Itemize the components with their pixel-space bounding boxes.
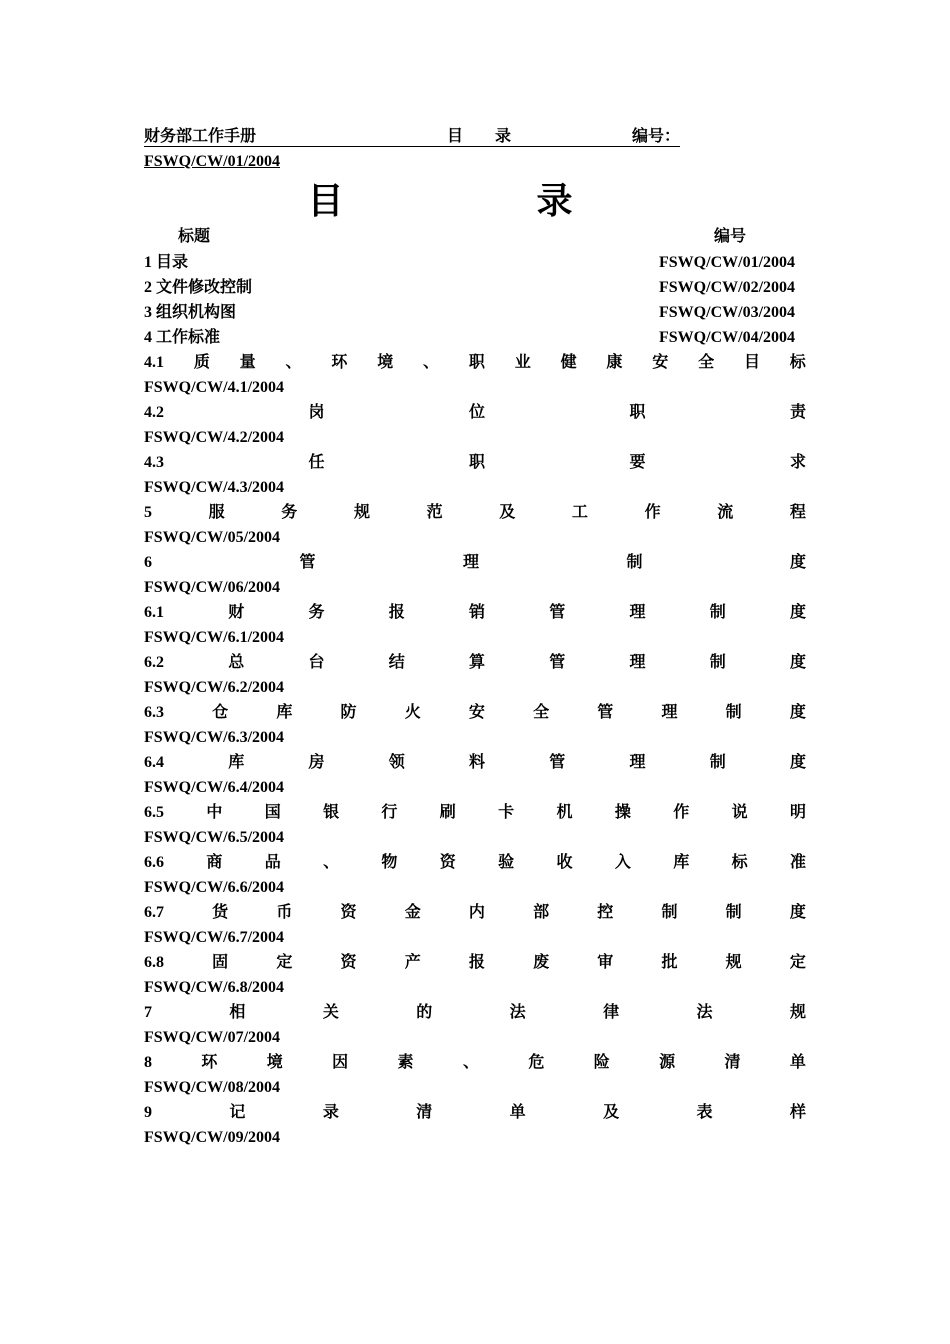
toc-entry-number: 9 (144, 1104, 152, 1121)
toc-entry-number: 6.8 (144, 954, 164, 971)
toc-entry-code: FSWQ/CW/6.6/2004 (144, 879, 285, 896)
toc-entry-title-char: 控 (597, 904, 614, 921)
toc-entry-title-char: 物 (381, 854, 398, 871)
toc-entry-title-char: 量 (239, 354, 256, 371)
toc-entry-code: FSWQ/CW/4.2/2004 (144, 429, 285, 446)
toc-entry-number: 4.3 (144, 454, 164, 471)
toc-entry-title-char: 度 (789, 754, 806, 771)
toc-entry-title-char: 算 (468, 654, 485, 671)
toc-entry-title-char: 清 (724, 1054, 741, 1071)
toc-entry-title-char: 定 (276, 954, 293, 971)
toc-entry (144, 650, 806, 675)
toc-entry-number: 6.5 (144, 804, 164, 821)
toc-entry-title-char: 任 (308, 454, 325, 471)
toc-entry-title-char: 样 (789, 1104, 806, 1121)
toc-entry-title-char: 源 (659, 1054, 676, 1071)
toc-entry-title-char: 标 (789, 354, 806, 371)
toc-entry-title-char: 中 (206, 804, 223, 821)
toc-entry-title-char: 作 (673, 804, 690, 821)
table-of-contents (144, 250, 806, 1150)
toc-entry-title-char: 银 (323, 804, 340, 821)
toc-entry-number: 6.1 (144, 604, 164, 621)
toc-entry-title-char: 相 (229, 1004, 246, 1021)
toc-entry-title-char: 准 (789, 854, 806, 871)
toc-entry-number: 4.2 (144, 404, 164, 421)
toc-entry-title-char: 记 (229, 1104, 246, 1121)
toc-entry-number: 6.3 (144, 704, 164, 721)
toc-entry-title-char: 结 (388, 654, 405, 671)
toc-entry-number: 6.2 (144, 654, 164, 671)
toc-entry-title-char: 职 (468, 354, 485, 371)
toc-entry-title-char: 位 (468, 404, 485, 421)
toc-entry-title-char: 境 (377, 354, 394, 371)
toc-entry-title-char: 健 (560, 354, 577, 371)
toc-entry-title-char: 清 (416, 1104, 433, 1121)
toc-entry-title-char: 规 (789, 1004, 806, 1021)
toc-entry-title-char: 管 (597, 704, 614, 721)
toc-entry-title-char: 度 (789, 554, 806, 571)
toc-entry-title-char: 因 (332, 1054, 349, 1071)
toc-entry-code: FSWQ/CW/01/2004 (659, 254, 796, 271)
toc-entry-title-char: 火 (404, 704, 421, 721)
toc-entry-title: 组织机构图 (156, 304, 237, 321)
toc-entry-title-char: 作 (644, 504, 661, 521)
toc-entry-title-char: 安 (468, 704, 485, 721)
toc-entry-title-char: 行 (381, 804, 398, 821)
toc-entry-title-char: 度 (789, 654, 806, 671)
toc-entry-title-char: 标 (731, 854, 748, 871)
toc-entry-title-char: 管 (549, 754, 566, 771)
toc-entry-title-char: 规 (353, 504, 370, 521)
toc-entry-code: FSWQ/CW/06/2004 (144, 579, 281, 596)
toc-entry (144, 450, 806, 475)
toc-entry (144, 1100, 806, 1125)
toc-entry-code: FSWQ/CW/6.5/2004 (144, 829, 285, 846)
toc-entry (144, 800, 806, 825)
toc-entry-code: FSWQ/CW/4.3/2004 (144, 479, 285, 496)
toc-entry-title-char: 产 (404, 954, 421, 971)
toc-entry (144, 325, 806, 350)
toc-entry-title-char: 制 (661, 904, 678, 921)
toc-entry-code: FSWQ/CW/09/2004 (144, 1129, 281, 1146)
page-title: 目 录 (307, 181, 665, 221)
toc-entry-title-char: 国 (264, 804, 281, 821)
toc-entry-number: 7 (144, 1004, 152, 1021)
toc-entry-title-char: 金 (404, 904, 421, 921)
toc-entry-number: 6.6 (144, 854, 164, 871)
toc-entry-title-char: 制 (709, 604, 726, 621)
toc-entry (144, 950, 806, 975)
toc-entry-code: FSWQ/CW/07/2004 (144, 1029, 281, 1046)
toc-entry-title-char: 服 (208, 504, 225, 521)
toc-entry-title-char: 库 (228, 754, 245, 771)
toc-entry (144, 850, 806, 875)
toc-entry-title-char: 报 (468, 954, 485, 971)
toc-entry-title-char: 安 (652, 354, 669, 371)
toc-entry-title-char: 制 (725, 704, 742, 721)
toc-entry-code: FSWQ/CW/6.7/2004 (144, 929, 285, 946)
toc-entry-title-char: 料 (468, 754, 485, 771)
toc-entry-title-char: 度 (789, 904, 806, 921)
toc-entry-title-char: 的 (416, 1004, 433, 1021)
toc-entry-title-char: 报 (388, 604, 405, 621)
toc-entry-title: 工作标准 (156, 329, 221, 346)
toc-entry-title-char: 责 (789, 404, 806, 421)
toc-entry-title-char: 机 (556, 804, 573, 821)
toc-entry-title-char: 流 (717, 504, 734, 521)
toc-entry-title: 目录 (156, 254, 189, 271)
toc-entry-title-char: 制 (626, 554, 643, 571)
toc-entry-title-char: 财 (228, 604, 245, 621)
column-headers (144, 226, 806, 248)
toc-entry (144, 500, 806, 525)
toc-entry-title-char: 销 (468, 604, 485, 621)
toc-entry-title-char: 操 (614, 804, 631, 821)
toc-entry-number: 5 (144, 504, 152, 521)
toc-entry-code: FSWQ/CW/04/2004 (659, 329, 796, 346)
toc-entry-title-char: 资 (340, 904, 357, 921)
toc-entry-title-char: 职 (468, 454, 485, 471)
toc-entry-title-char: 环 (331, 354, 348, 371)
toc-entry-title-char: 房 (308, 754, 325, 771)
toc-entry (144, 300, 806, 325)
toc-entry-number: 6 (144, 554, 152, 571)
toc-entry-title-char: 、 (423, 354, 440, 371)
header-code-label: 编号： (631, 128, 680, 145)
toc-entry (144, 400, 806, 425)
toc-entry-title-char: 求 (789, 454, 806, 471)
toc-entry-code: FSWQ/CW/02/2004 (659, 279, 796, 296)
toc-entry-code: FSWQ/CW/6.3/2004 (144, 729, 285, 746)
toc-entry-title-char: 法 (509, 1004, 526, 1021)
header-manual-title: 财务部工作手册 (144, 128, 257, 145)
toc-entry-title-char: 台 (308, 654, 325, 671)
toc-entry-title-char: 管 (299, 554, 316, 571)
toc-entry-title-char: 录 (322, 1104, 339, 1121)
toc-entry-title: 文件修改控制 (156, 279, 253, 296)
toc-entry-title-char: 理 (661, 704, 678, 721)
toc-entry-number: 2 (144, 279, 156, 296)
toc-entry-title-char: 刷 (439, 804, 456, 821)
toc-entry-title-char: 险 (593, 1054, 610, 1071)
toc-entry-title-char: 理 (462, 554, 479, 571)
toc-entry-title-char: 目 (743, 354, 760, 371)
toc-entry-title-char: 卡 (498, 804, 515, 821)
header-document-code: FSWQ/CW/01/2004 (144, 153, 281, 170)
toc-entry-title-char: 境 (266, 1054, 283, 1071)
toc-entry-title-char: 岗 (308, 404, 325, 421)
toc-entry-title-char: 度 (789, 604, 806, 621)
toc-entry-title-char: 管 (549, 654, 566, 671)
toc-entry-title-char: 度 (789, 704, 806, 721)
toc-entry-title-char: 库 (673, 854, 690, 871)
toc-entry-number: 8 (144, 1054, 152, 1071)
toc-entry (144, 350, 806, 375)
column-header-title: 标题 (178, 228, 211, 245)
toc-entry-title-char: 内 (468, 904, 485, 921)
toc-entry-title-char: 规 (725, 954, 742, 971)
toc-entry-code: FSWQ/CW/08/2004 (144, 1079, 281, 1096)
toc-entry-title-char: 理 (629, 604, 646, 621)
toc-entry-title-char: 商 (206, 854, 223, 871)
toc-entry (144, 700, 806, 725)
toc-entry-title-char: 理 (629, 754, 646, 771)
column-header-code: 编号 (714, 228, 747, 245)
toc-entry-title-char: 入 (614, 854, 631, 871)
toc-entry (144, 1050, 806, 1075)
toc-entry (144, 250, 806, 275)
toc-entry-title-char: 全 (533, 704, 550, 721)
toc-entry-title-char: 批 (661, 954, 678, 971)
toc-entry-title-char: 程 (789, 504, 806, 521)
toc-entry (144, 1000, 806, 1025)
toc-entry-title-char: 审 (597, 954, 614, 971)
toc-entry-title-char: 关 (322, 1004, 339, 1021)
toc-entry (144, 550, 806, 575)
toc-entry-title-char: 验 (498, 854, 515, 871)
toc-entry-title-char: 康 (606, 354, 623, 371)
toc-entry-code: FSWQ/CW/03/2004 (659, 304, 796, 321)
toc-entry-number: 6.4 (144, 754, 164, 771)
toc-entry-title-char: 全 (698, 354, 715, 371)
toc-entry-title-char: 表 (696, 1104, 713, 1121)
toc-entry-title-char: 库 (276, 704, 293, 721)
toc-entry-title-char: 制 (709, 754, 726, 771)
toc-entry-number: 4.1 (144, 354, 164, 371)
toc-entry-title-char: 务 (308, 604, 325, 621)
page-header (144, 128, 680, 147)
toc-entry-code: FSWQ/CW/4.1/2004 (144, 379, 285, 396)
header-section-title: 目 录 (447, 128, 526, 145)
toc-entry-title-char: 货 (212, 904, 229, 921)
toc-entry-title-char: 、 (323, 854, 340, 871)
toc-entry-title-char: 业 (514, 354, 531, 371)
toc-entry-number: 6.7 (144, 904, 164, 921)
toc-entry-title-char: 部 (533, 904, 550, 921)
toc-entry-number: 4 (144, 329, 156, 346)
toc-entry-code: FSWQ/CW/6.1/2004 (144, 629, 285, 646)
toc-entry-title-char: 及 (603, 1104, 620, 1121)
toc-entry-title-char: 律 (603, 1004, 620, 1021)
toc-entry-title-char: 制 (725, 904, 742, 921)
toc-entry-number: 1 (144, 254, 156, 271)
toc-entry-title-char: 收 (556, 854, 573, 871)
toc-entry-title-char: 明 (789, 804, 806, 821)
toc-entry-title-char: 理 (629, 654, 646, 671)
toc-entry-title-char: 环 (201, 1054, 218, 1071)
toc-entry-title-char: 危 (528, 1054, 545, 1071)
toc-entry-title-char: 单 (509, 1104, 526, 1121)
toc-entry-code: FSWQ/CW/6.2/2004 (144, 679, 285, 696)
toc-entry-title-char: 制 (709, 654, 726, 671)
toc-entry (144, 600, 806, 625)
toc-entry-title-char: 固 (212, 954, 229, 971)
toc-entry-title-char: 要 (629, 454, 646, 471)
toc-entry-number: 3 (144, 304, 156, 321)
toc-entry-code: FSWQ/CW/05/2004 (144, 529, 281, 546)
toc-entry-title-char: 币 (276, 904, 293, 921)
toc-entry-title-char: 工 (571, 504, 588, 521)
toc-entry-title-char: 总 (228, 654, 245, 671)
toc-entry (144, 900, 806, 925)
toc-entry-title-char: 、 (285, 354, 302, 371)
toc-entry-title-char: 资 (439, 854, 456, 871)
toc-entry-title-char: 范 (426, 504, 443, 521)
toc-entry-title-char: 素 (397, 1054, 414, 1071)
toc-entry-code: FSWQ/CW/6.8/2004 (144, 979, 285, 996)
toc-entry-title-char: 职 (629, 404, 646, 421)
toc-entry-title-char: 防 (340, 704, 357, 721)
toc-entry-title-char: 仓 (212, 704, 229, 721)
toc-entry-title-char: 、 (462, 1054, 479, 1071)
toc-entry-title-char: 品 (264, 854, 281, 871)
toc-entry-title-char: 务 (281, 504, 298, 521)
toc-entry-title-char: 质 (193, 354, 210, 371)
toc-entry-title-char: 定 (789, 954, 806, 971)
toc-entry-title-char: 说 (731, 804, 748, 821)
toc-entry-title-char: 领 (388, 754, 405, 771)
toc-entry-title-char: 管 (549, 604, 566, 621)
toc-entry-title-char: 单 (789, 1054, 806, 1071)
toc-entry-code: FSWQ/CW/6.4/2004 (144, 779, 285, 796)
toc-entry-title-char: 法 (696, 1004, 713, 1021)
toc-entry (144, 275, 806, 300)
toc-entry-title-char: 废 (533, 954, 550, 971)
toc-entry-title-char: 资 (340, 954, 357, 971)
toc-entry-title-char: 及 (499, 504, 516, 521)
toc-entry (144, 750, 806, 775)
